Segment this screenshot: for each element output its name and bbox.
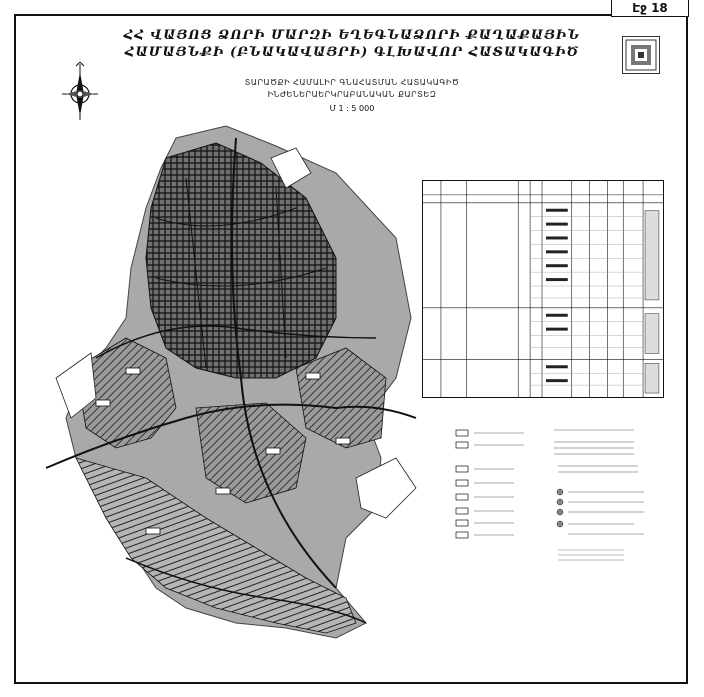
page-number: Էջ 18: [611, 0, 689, 17]
geology-legend-table: [422, 180, 664, 398]
map-legend-symbols: [424, 420, 678, 570]
map-title-line-1: ՀՀ ՎԱՅՈՑ ՁՈՐԻ ՄԱՐԶԻ ԵՂԵԳՆԱՁՈՐԻ ՔԱՂԱՔԱՅԻՆ: [123, 28, 581, 43]
map-scale: Մ 1 : 5 000: [329, 104, 375, 113]
seal-icon: [622, 36, 660, 74]
map-title-line-2: ՀԱՄԱՅՆՔԻ (ԲՆԱԿԱՎԱՅՐԻ) ԳԼԽԱՎՈՐ ՀԱՏԱԿԱԳԻԾ: [124, 45, 580, 60]
compass-icon: [60, 62, 100, 122]
city-plan-map: [36, 118, 436, 673]
map-subtitle-line-1: ՏԱՐԱԾՔԻ ՀԱՄԱԼԻՐ ԳՆԱՀԱՏՄԱՆ ՀԱՏԱԿԱԳԻԾ: [244, 78, 460, 87]
map-subtitle-line-2: ԻՆԺԵՆԵՐԱԵՐԿՐԱԲԱՆԱԿԱՆ ՔԱՐՏԵԶ: [267, 90, 437, 99]
